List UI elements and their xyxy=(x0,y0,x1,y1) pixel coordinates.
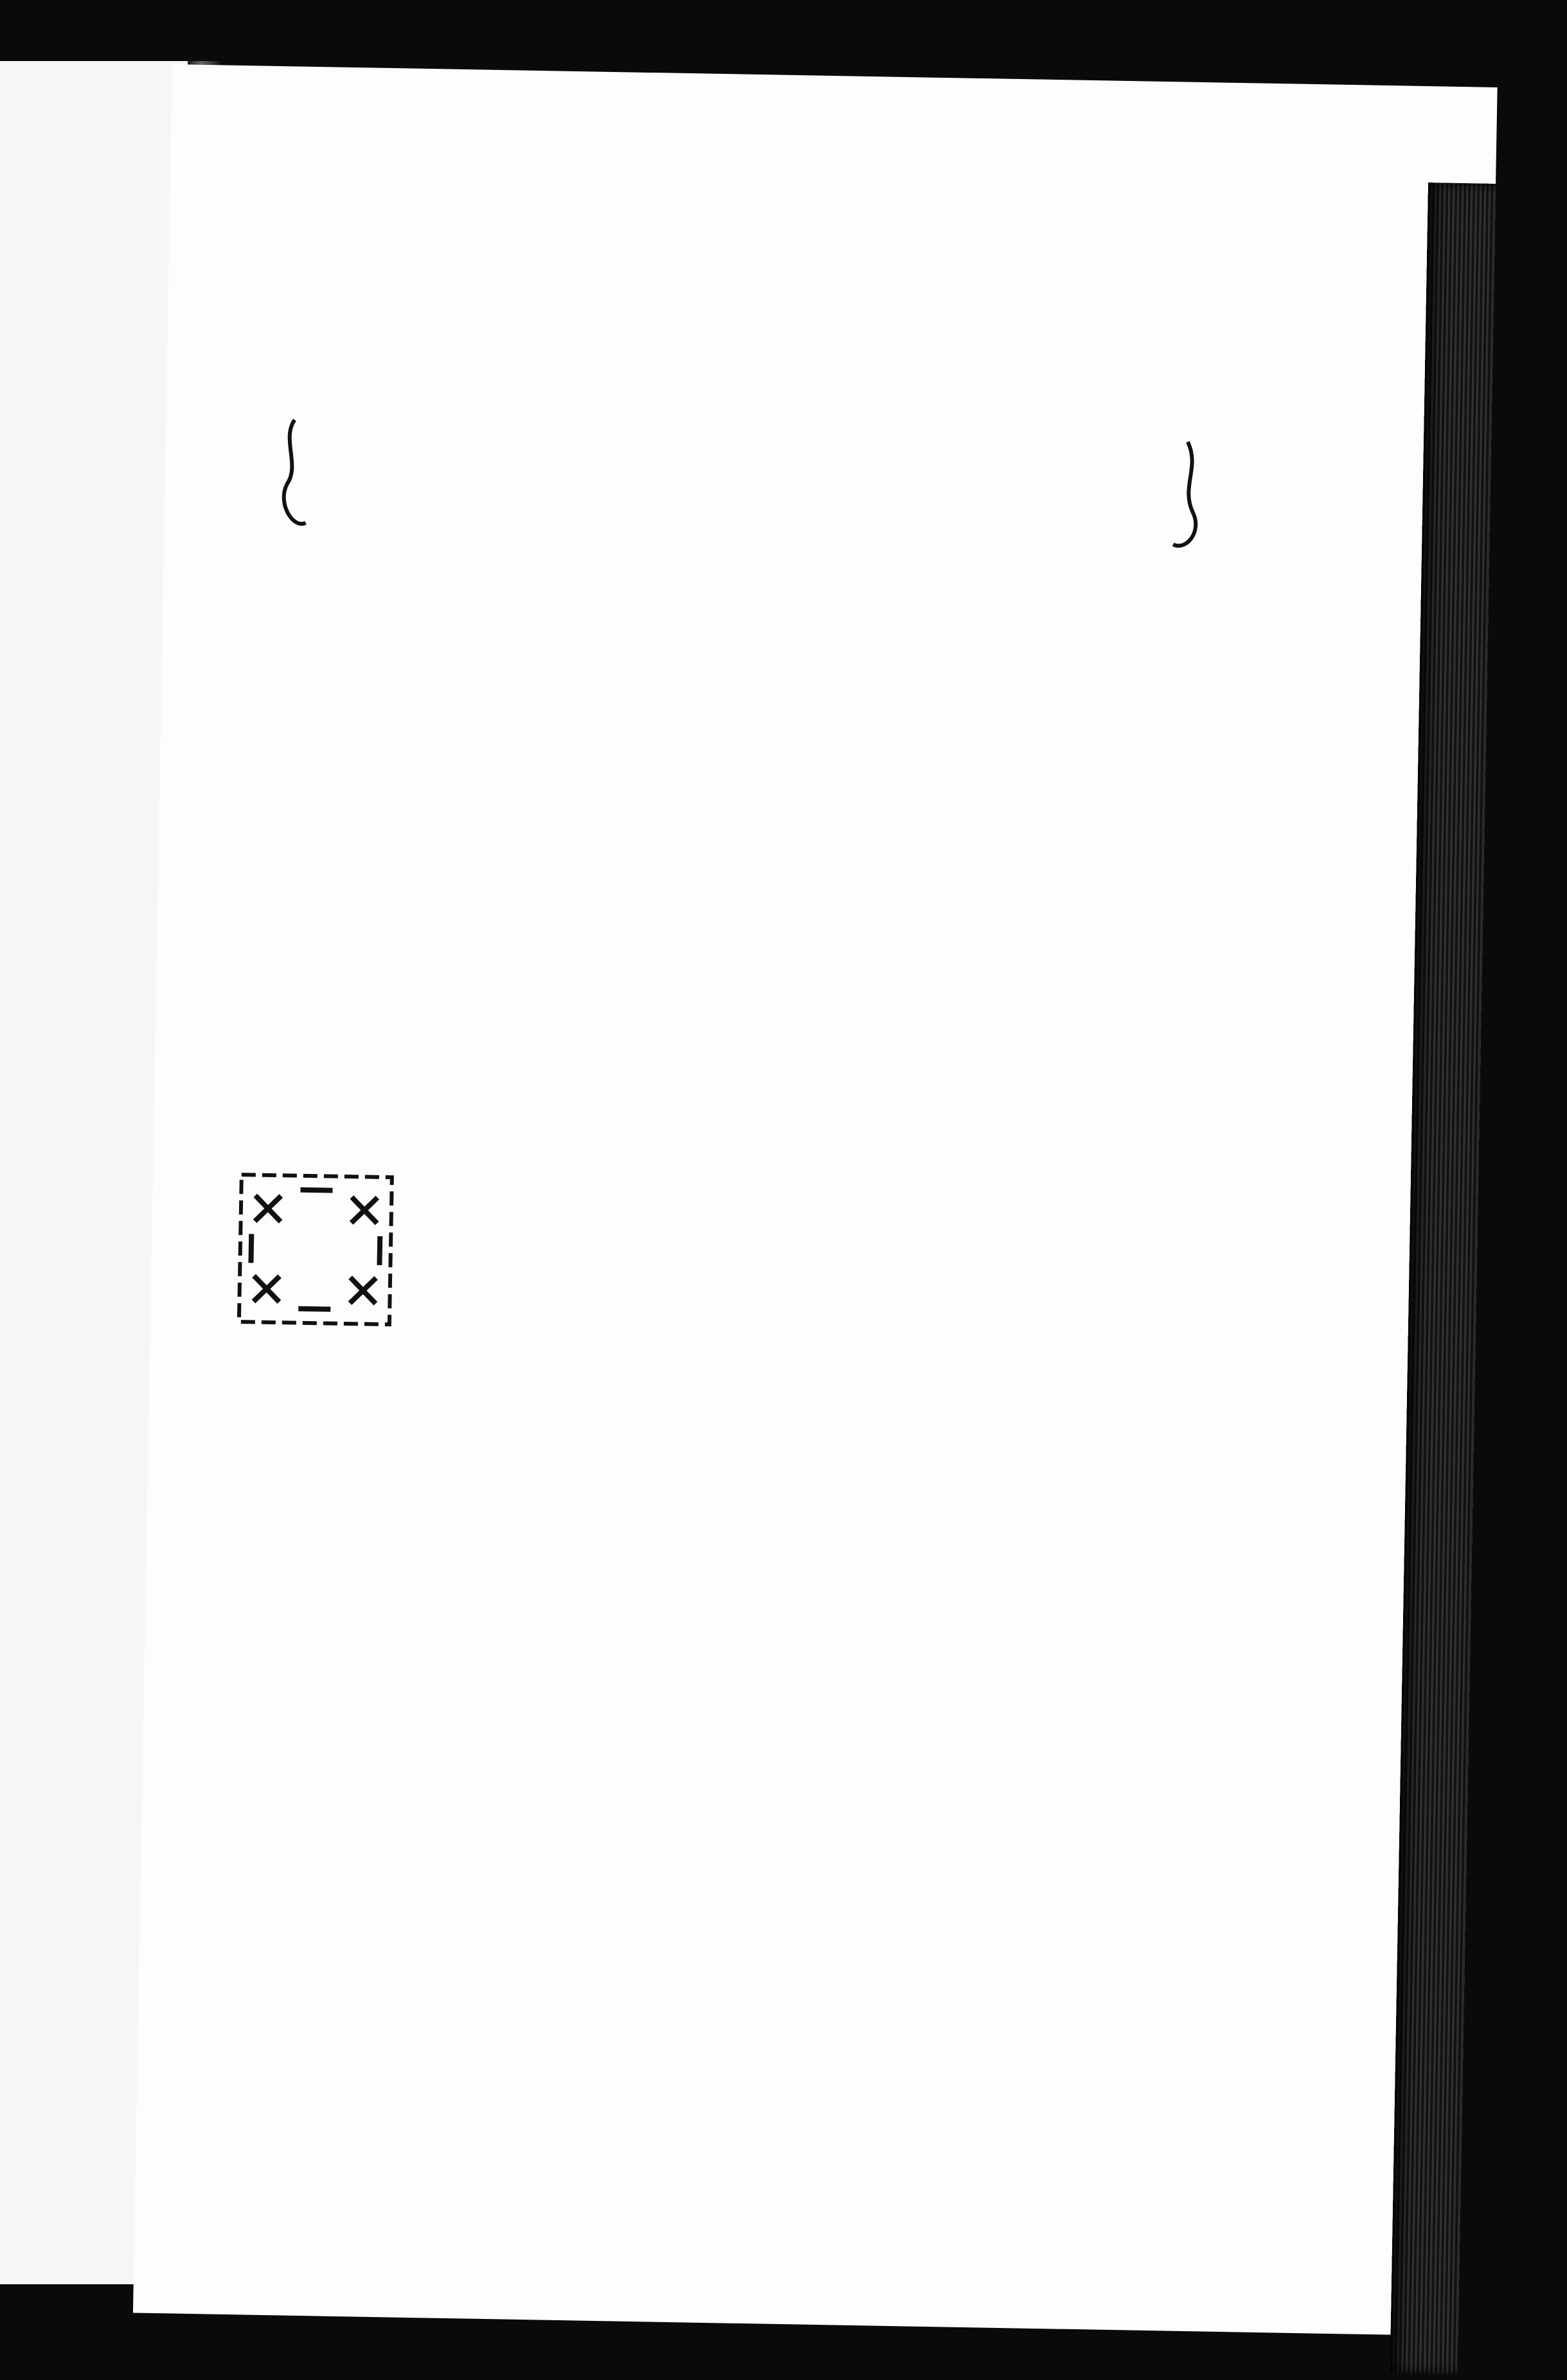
entry-date xyxy=(469,1085,983,1094)
heading-a xyxy=(671,716,748,717)
drop-cap-ornament xyxy=(234,1169,397,1329)
signature-mark xyxy=(618,1949,695,1950)
book-page xyxy=(133,64,1498,2336)
body-text xyxy=(237,1169,1188,1186)
page-edge-stack xyxy=(1390,182,1496,2374)
page-number xyxy=(681,270,976,275)
page-title xyxy=(262,869,1226,886)
decorative-headpiece xyxy=(273,400,1208,558)
